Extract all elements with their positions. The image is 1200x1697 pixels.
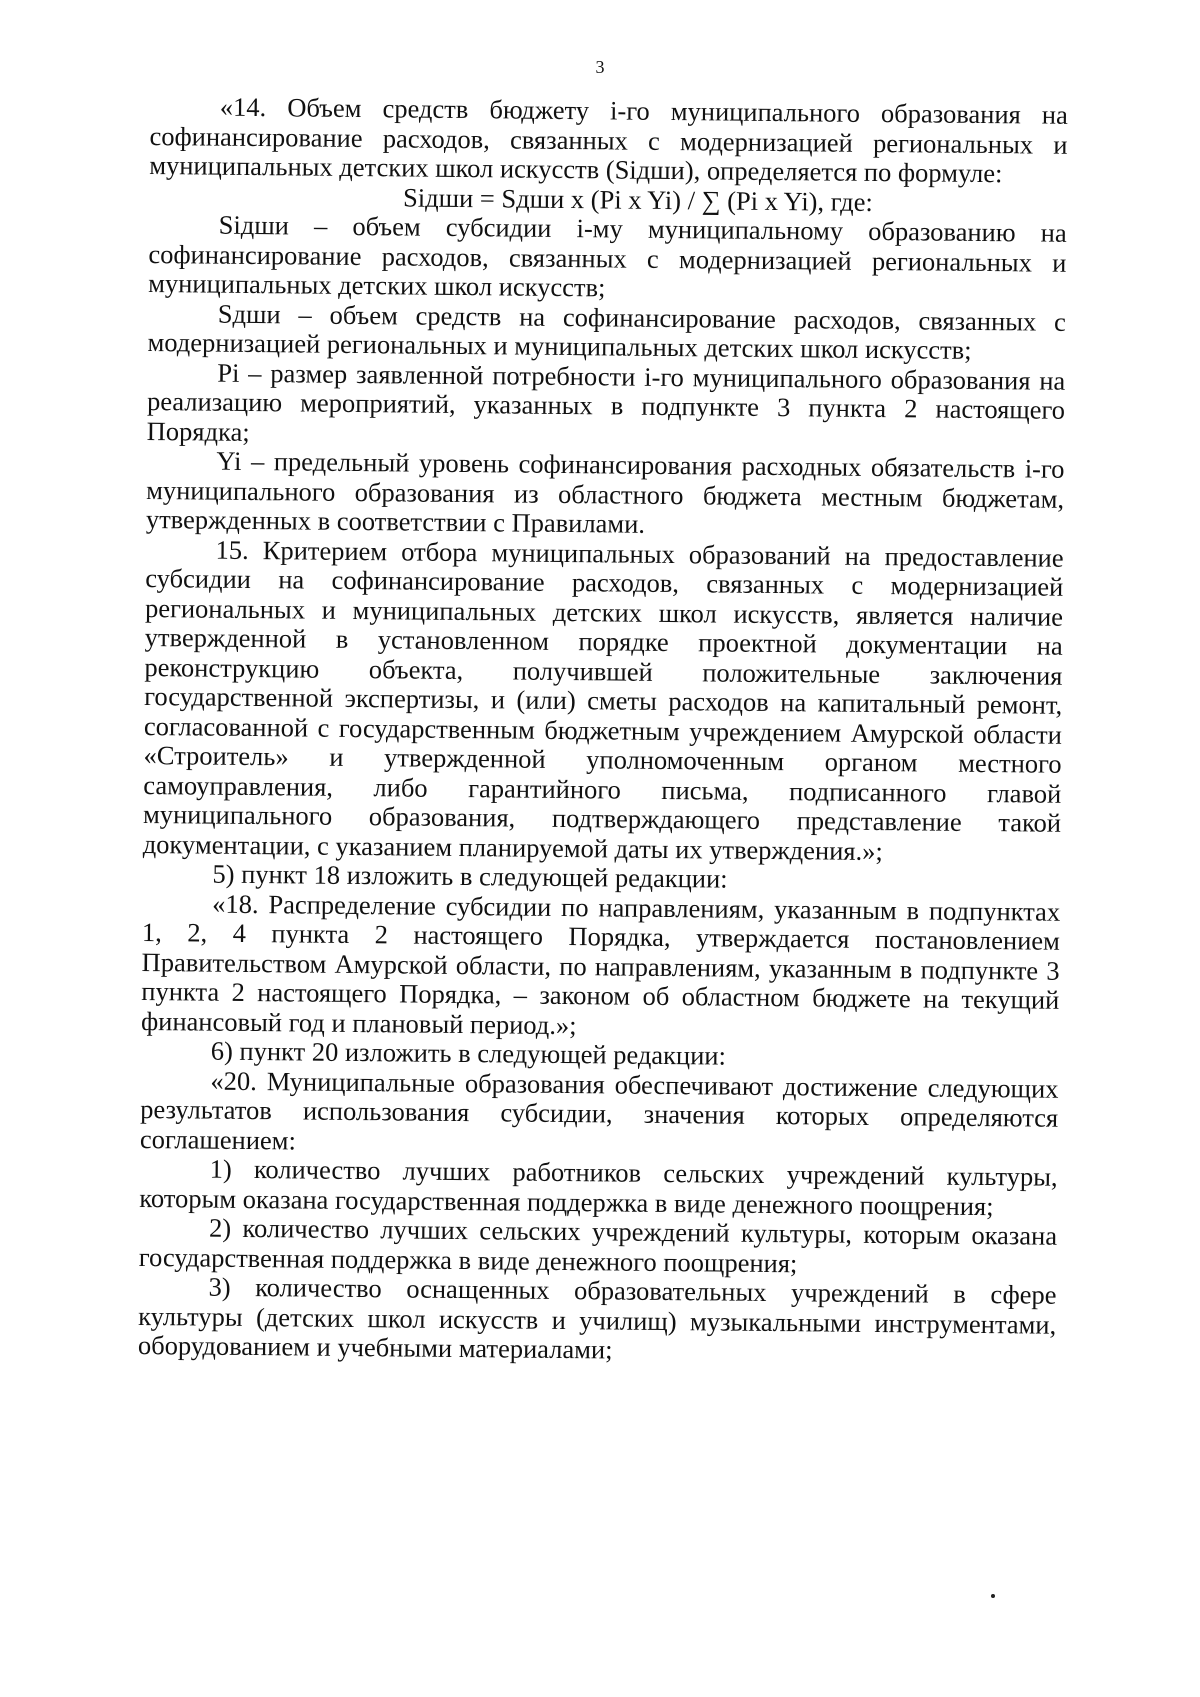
paragraph-14: «14. Объем средств бюджету i-го муниципального образования на софинансирование расходов, связанных с модернизацией региональных и муниципальных детских школ искусств (Siдши), определяется по формуле: <box>149 91 1068 189</box>
list-item-2: 2) количество лучших сельских учреждений культуры, которым оказана государственная поддержка в виде денежного поощрения; <box>138 1212 1058 1278</box>
scan-speck <box>991 1594 995 1598</box>
list-item-1: 1) количество лучших работников сельских учреждений культуры, которым оказана государственная поддержка в виде денежного поощрения; <box>139 1153 1058 1221</box>
amendment-item-6: 6) пункт 20 изложить в следующей редакции: <box>210 1035 727 1071</box>
paragraph-18: «18. Распределение субсидии по направлениям, указанным в подпунктах 1, 2, 4 пункта 2 настоящего Порядка, утверждается постановлением Правительством Амурской области, по направлениям, указанным в подпункте 3 пункта 2 настоящего Порядка, – законом об областном бюджете на текущий финансовый год и плановый период.»; <box>140 888 1061 1040</box>
document-body <box>138 92 1068 1369</box>
definition-siddshi: Siдши – объем субсидии i-му муниципальному образованию на софинансирование расходов, связанных с модернизацией региональных и муниципальных детских школ искусств; <box>148 209 1067 303</box>
paragraph-20: «20. Муниципальные образования обеспечивают достижение следующих результатов использования субсидии, значения которых определяются соглашением: <box>139 1065 1059 1155</box>
paragraph-15: 15. Критерием отбора муниципальных образований на предоставление субсидии на софинансирование расходов, связанных с модернизацией региональных и муниципальных детских школ искусств, является наличие утвержденной в установленном порядке проектной документации на реконструкцию объекта, получившей положительные заключения государственной экспертизы, и (или) сметы расходов на капитальный ремонт, согласованной с государственным бюджетным учреждением Амурской области «Строитель» и утвержденной уполномоченным органом местного самоуправления, либо гарантийного письма, подписанного главой муниципального образования, подтверждающего представление такой документации, с указанием планируемой даты их утверждения.»; <box>142 534 1064 866</box>
list-item-3: 3) количество оснащенных образовательных учреждений в сфере культуры (детских школ искусств и училищ) музыкальными инструментами, оборудованием и учебными материалами; <box>137 1271 1057 1365</box>
definition-pi: Pi – размер заявленной потребности i-го муниципального образования на реализацию мероприятий, указанных в подпункте 3 пункта 2 настоящего Порядка; <box>146 357 1066 447</box>
formula: Siдши = Sдши x (Pi x Yi) / ∑ (Pi x Yi), где: <box>402 181 874 217</box>
definition-yi: Yi – предельный уровень софинансирования расходных обязательств i-го муниципального образования из областного бюджета местным бюджетам, утвержденных в соответствии с Правилами. <box>145 445 1065 539</box>
amendment-item-5: 5) пункт 18 изложить в следующей редакции: <box>212 858 728 894</box>
page-number: 3 <box>595 57 605 77</box>
definition-sdshi: Sдши – объем средств на софинансирование расходов, связанных с модернизацией региональных и муниципальных детских школ искусств; <box>147 298 1066 365</box>
